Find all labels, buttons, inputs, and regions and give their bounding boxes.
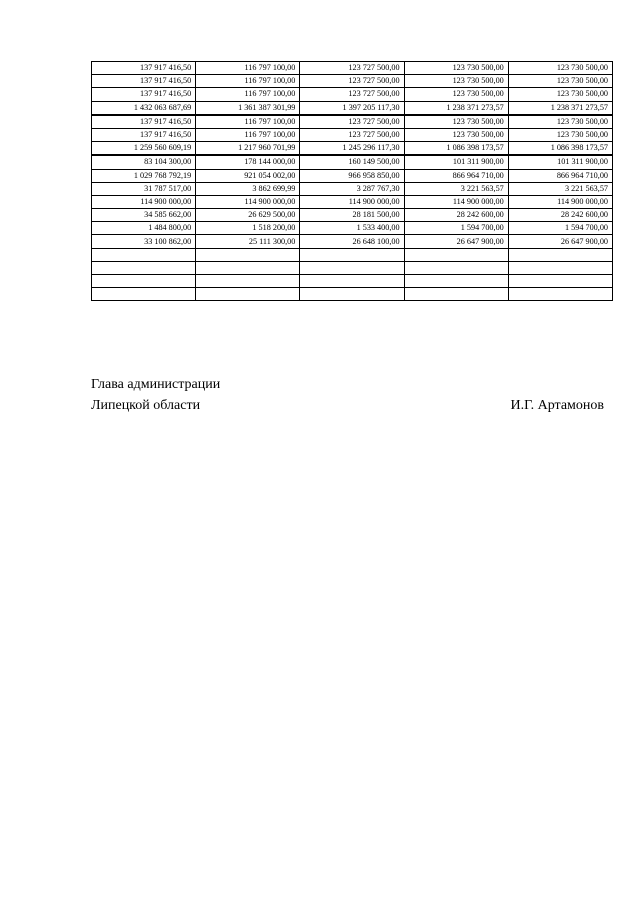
- table-cell: 26 648 100,00: [300, 235, 404, 248]
- table-cell: 123 730 500,00: [404, 75, 508, 88]
- table-row: [92, 248, 613, 261]
- table-cell: 123 730 500,00: [508, 75, 612, 88]
- table-cell: 116 797 100,00: [196, 115, 300, 129]
- table-cell: [92, 248, 196, 261]
- table-cell: 1 029 768 792,19: [92, 169, 196, 182]
- table-cell: 160 149 500,00: [300, 155, 404, 169]
- table-cell: 3 221 563,57: [404, 182, 508, 195]
- table-row: [92, 155, 613, 169]
- table-cell: [300, 288, 404, 301]
- table-cell: [508, 288, 612, 301]
- table-cell: 123 727 500,00: [300, 62, 404, 75]
- table-cell: [508, 275, 612, 288]
- table-cell: 1 245 296 117,30: [300, 142, 404, 156]
- table-cell: 123 727 500,00: [300, 128, 404, 141]
- table-cell: 114 900 000,00: [404, 195, 508, 208]
- table-row: [92, 62, 613, 75]
- table-cell: 1 484 800,00: [92, 222, 196, 235]
- signatory-name: И.Г. Артамонов: [510, 398, 604, 413]
- table-cell: 33 100 862,00: [92, 235, 196, 248]
- table-cell: 123 730 500,00: [404, 128, 508, 141]
- table-row: [92, 261, 613, 274]
- table-cell: 3 287 767,30: [300, 182, 404, 195]
- table-cell: 114 900 000,00: [92, 195, 196, 208]
- table-cell: 137 917 416,50: [92, 115, 196, 129]
- table-row: [92, 195, 613, 208]
- table-cell: 123 727 500,00: [300, 115, 404, 129]
- table-cell: [404, 248, 508, 261]
- table-cell: 101 311 900,00: [508, 155, 612, 169]
- table-cell: 123 730 500,00: [508, 128, 612, 141]
- table-row: [92, 88, 613, 101]
- table-cell: 123 730 500,00: [404, 62, 508, 75]
- table-cell: [92, 275, 196, 288]
- table-cell: [196, 261, 300, 274]
- table-row: [92, 169, 613, 182]
- table-row: [92, 115, 613, 129]
- table-cell: 921 054 002,00: [196, 169, 300, 182]
- table-cell: 123 727 500,00: [300, 75, 404, 88]
- table-cell: [92, 288, 196, 301]
- table-cell: 137 917 416,50: [92, 88, 196, 101]
- table-cell: [196, 288, 300, 301]
- table-cell: [300, 275, 404, 288]
- table-cell: 28 181 500,00: [300, 209, 404, 222]
- table-cell: 123 730 500,00: [508, 115, 612, 129]
- table-cell: 866 964 710,00: [508, 169, 612, 182]
- table-cell: 26 629 500,00: [196, 209, 300, 222]
- table-cell: [404, 288, 508, 301]
- table-cell: 1 397 205 117,30: [300, 101, 404, 115]
- table-cell: 26 647 900,00: [404, 235, 508, 248]
- table-cell: 1 533 400,00: [300, 222, 404, 235]
- table-cell: 3 221 563,57: [508, 182, 612, 195]
- table-cell: [508, 261, 612, 274]
- table-cell: 28 242 600,00: [404, 209, 508, 222]
- table-cell: 114 900 000,00: [300, 195, 404, 208]
- table-cell: 31 787 517,00: [92, 182, 196, 195]
- table-row: [92, 75, 613, 88]
- table-cell: 1 518 200,00: [196, 222, 300, 235]
- table-cell: [196, 248, 300, 261]
- table-row: [92, 235, 613, 248]
- table-cell: 137 917 416,50: [92, 62, 196, 75]
- budget-table-body: [92, 62, 613, 301]
- table-cell: [404, 275, 508, 288]
- table-cell: 123 730 500,00: [508, 88, 612, 101]
- table-cell: 26 647 900,00: [508, 235, 612, 248]
- table-cell: 137 917 416,50: [92, 75, 196, 88]
- table-cell: 1 361 387 301,99: [196, 101, 300, 115]
- table-cell: 123 730 500,00: [508, 62, 612, 75]
- table-cell: 116 797 100,00: [196, 75, 300, 88]
- table-cell: 114 900 000,00: [508, 195, 612, 208]
- table-cell: [196, 275, 300, 288]
- table-cell: 123 730 500,00: [404, 115, 508, 129]
- table-cell: 1 432 063 687,69: [92, 101, 196, 115]
- table-cell: 1 238 371 273,57: [508, 101, 612, 115]
- table-row: [92, 209, 613, 222]
- table-cell: 116 797 100,00: [196, 88, 300, 101]
- table-cell: 114 900 000,00: [196, 195, 300, 208]
- table-cell: 3 862 699,99: [196, 182, 300, 195]
- table-cell: 1 086 398 173,57: [508, 142, 612, 156]
- table-row: [92, 182, 613, 195]
- table-cell: 1 594 700,00: [404, 222, 508, 235]
- table-cell: 1 217 960 701,99: [196, 142, 300, 156]
- table-cell: 966 958 850,00: [300, 169, 404, 182]
- table-cell: 123 727 500,00: [300, 88, 404, 101]
- table-cell: 1 238 371 273,57: [404, 101, 508, 115]
- table-cell: 866 964 710,00: [404, 169, 508, 182]
- table-cell: [404, 261, 508, 274]
- table-cell: 123 730 500,00: [404, 88, 508, 101]
- table-cell: [300, 261, 404, 274]
- table-row: [92, 101, 613, 115]
- table-cell: 1 594 700,00: [508, 222, 612, 235]
- table-cell: 116 797 100,00: [196, 128, 300, 141]
- table-cell: 34 585 662,00: [92, 209, 196, 222]
- table-row: [92, 142, 613, 156]
- table-cell: 116 797 100,00: [196, 62, 300, 75]
- table-cell: 25 111 300,00: [196, 235, 300, 248]
- table-cell: [92, 261, 196, 274]
- signatory-title-line2: Липецкой области: [91, 398, 201, 413]
- table-row: [92, 275, 613, 288]
- table-cell: 83 104 300,00: [92, 155, 196, 169]
- table-cell: 101 311 900,00: [404, 155, 508, 169]
- budget-table: [91, 61, 613, 301]
- table-cell: [508, 248, 612, 261]
- table-row: [92, 288, 613, 301]
- table-cell: 178 144 000,00: [196, 155, 300, 169]
- table-cell: 1 259 560 609,19: [92, 142, 196, 156]
- table-cell: 137 917 416,50: [92, 128, 196, 141]
- table-row: [92, 128, 613, 141]
- table-row: [92, 222, 613, 235]
- signatory-title-line1: Глава администрации: [91, 377, 221, 392]
- table-cell: [300, 248, 404, 261]
- table-cell: 28 242 600,00: [508, 209, 612, 222]
- table-cell: 1 086 398 173,57: [404, 142, 508, 156]
